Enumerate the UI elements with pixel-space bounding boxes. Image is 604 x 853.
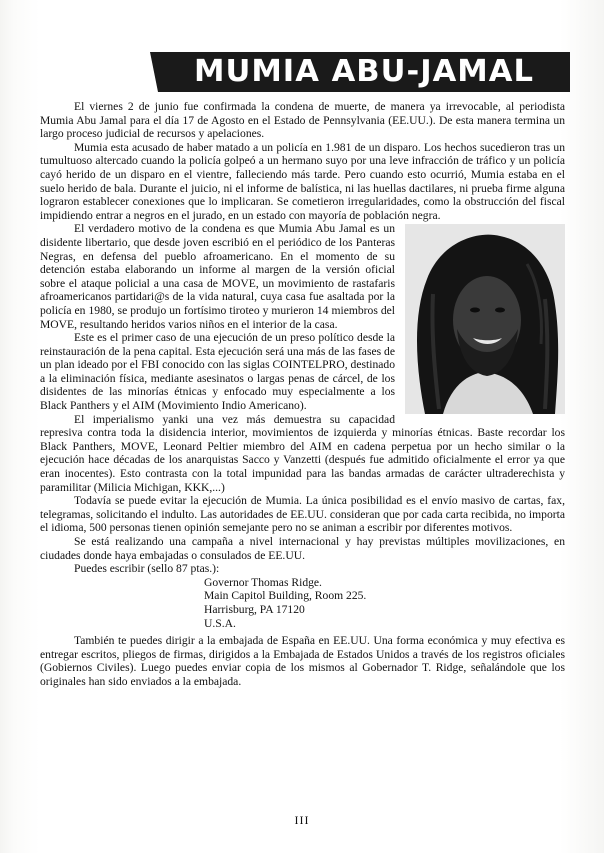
paragraph-6: Todavía se puede evitar la ejecución de Mumia. La única posibilidad es el envío masivo de cartas, fax, telegramas, solicitando el indulto. Las autoridades de EE.UU. consideran que por cada carta recibida, no importa el idioma, 500 personas tienen opinión semejante pero no se animan a escribir por diferentes motivos. [40,494,565,535]
portrait-image [405,224,565,414]
paragraph-2: Mumia esta acusado de haber matado a un policía en 1.981 de un disparo. Los hechos sucedieron tras un tumultuoso altercado cuando la policía golpeó a un hermano suyo por una leve infracción de tráfico y un policía cayó herido de un disparo en el vientre, falleciendo más tarde. Pero cuando esto ocurrió, Mumia estaba en el suelo herido de bala. Durante el juicio, ni el informe de balística, ni las huellas dactilares, ni prueba firme alguna lograron establecer conexiones que lo implicaran. Se cometieron irregularidades, como la obstrucción del fiscal impidiendo entrar a negros en el jurado, en un estado con mayoría de población negra. [40,140,565,222]
paragraph-3: El verdadero motivo de la condena es que Mumia Abu Jamal es un disidente libertario, que desde joven escribió en el periódico de los Panteras Negras, en defensa del pueblo afroamericano. En el momento de su detención estaba elaborando un informe al margen de la versión oficial sobre el ataque policial a una casa de MOVE, un movimiento de rastafaris afroamericanos partidari@s de la vida natural, cuya casa fue asaltada por la policía en 1980, se produjo un fortísimo tiroteo y murieron 14 miembros del MOVE, resultando heridos varios niños en el interior de la casa. [40,222,395,331]
paragraph-5: El imperialismo yanki una vez más demuestra su capacidad represiva contra toda la disidencia interior, movimientos de izquierda y minorías étnicas. Baste recordar los Black Panthers, MOVE, Leonard Peltier miembro del AIM en cadena perpetua por un hecho similar o la ejecución hace décadas de los anarquistas Sacco y Vanzetti (después fue admitido oficialmente el error ya que eran inocentes). Esto contrasta con la total impunidad para las bandas armadas de carácter ultraderechista y paramilitar (Milicia Michigan, KKK,...) [40,412,565,494]
address-line-2: Main Capitol Building, Room 225. [204,589,367,603]
article-body [40,100,565,689]
closing-paragraph: También te puedes dirigir a la embajada de España en EE.UU. Una forma económica y muy efectiva es entregar escritos, pliegos de firmas, dirigidos a la Embajada de Estados Unidos a través de los registros oficiales (Gobiernos Civiles). Luego puedes enviar copia de los mismos al Gobernador T. Ridge, señalándole que los originales han sido enviados a la embajada. [40,634,565,688]
page-number: III [294,813,310,827]
address-line-4: U.S.A. [204,616,236,630]
paragraph-8: Puedes escribir (sello 87 ptas.): [74,562,220,576]
portrait-photo [405,224,565,414]
page-title: MUMIA ABU-JAMAL [193,54,535,89]
title-banner [158,52,570,92]
paragraph-1: El viernes 2 de junio fue confirmada la condena de muerte, de manera ya irrevocable, al periodista Mumia Abu Jamal para el día 17 de Agosto en el Estado de Pennsylvania (EE.UU.). De esta manera termina un largo proceso judicial de recursos y apelaciones. [40,100,565,141]
address-line-1: Governor Thomas Ridge. [204,575,322,589]
paragraph-7: Se está realizando una campaña a nivel internacional y hay previstas múltiples movilizaciones, en ciudades donde haya embajadas o consulados de EE.UU. [40,535,565,562]
address-line-3: Harrisburg, PA 17120 [204,602,305,616]
paragraph-4: Este es el primer caso de una ejecución de un preso político desde la reinstauración de la pena capital. Esta ejecución será una más de las fases de un plan ideado por el FBI conocido con las siglas COINTELPRO, destinado a la eliminación física, mediante asesinatos o largas penas de cárcel, de los disidentes de las minorías étnicas y enfocado muy especialmente a los Black Panthers y el AIM (Movimiento Indio Americano). [40,331,395,413]
mailing-address [40,576,565,630]
